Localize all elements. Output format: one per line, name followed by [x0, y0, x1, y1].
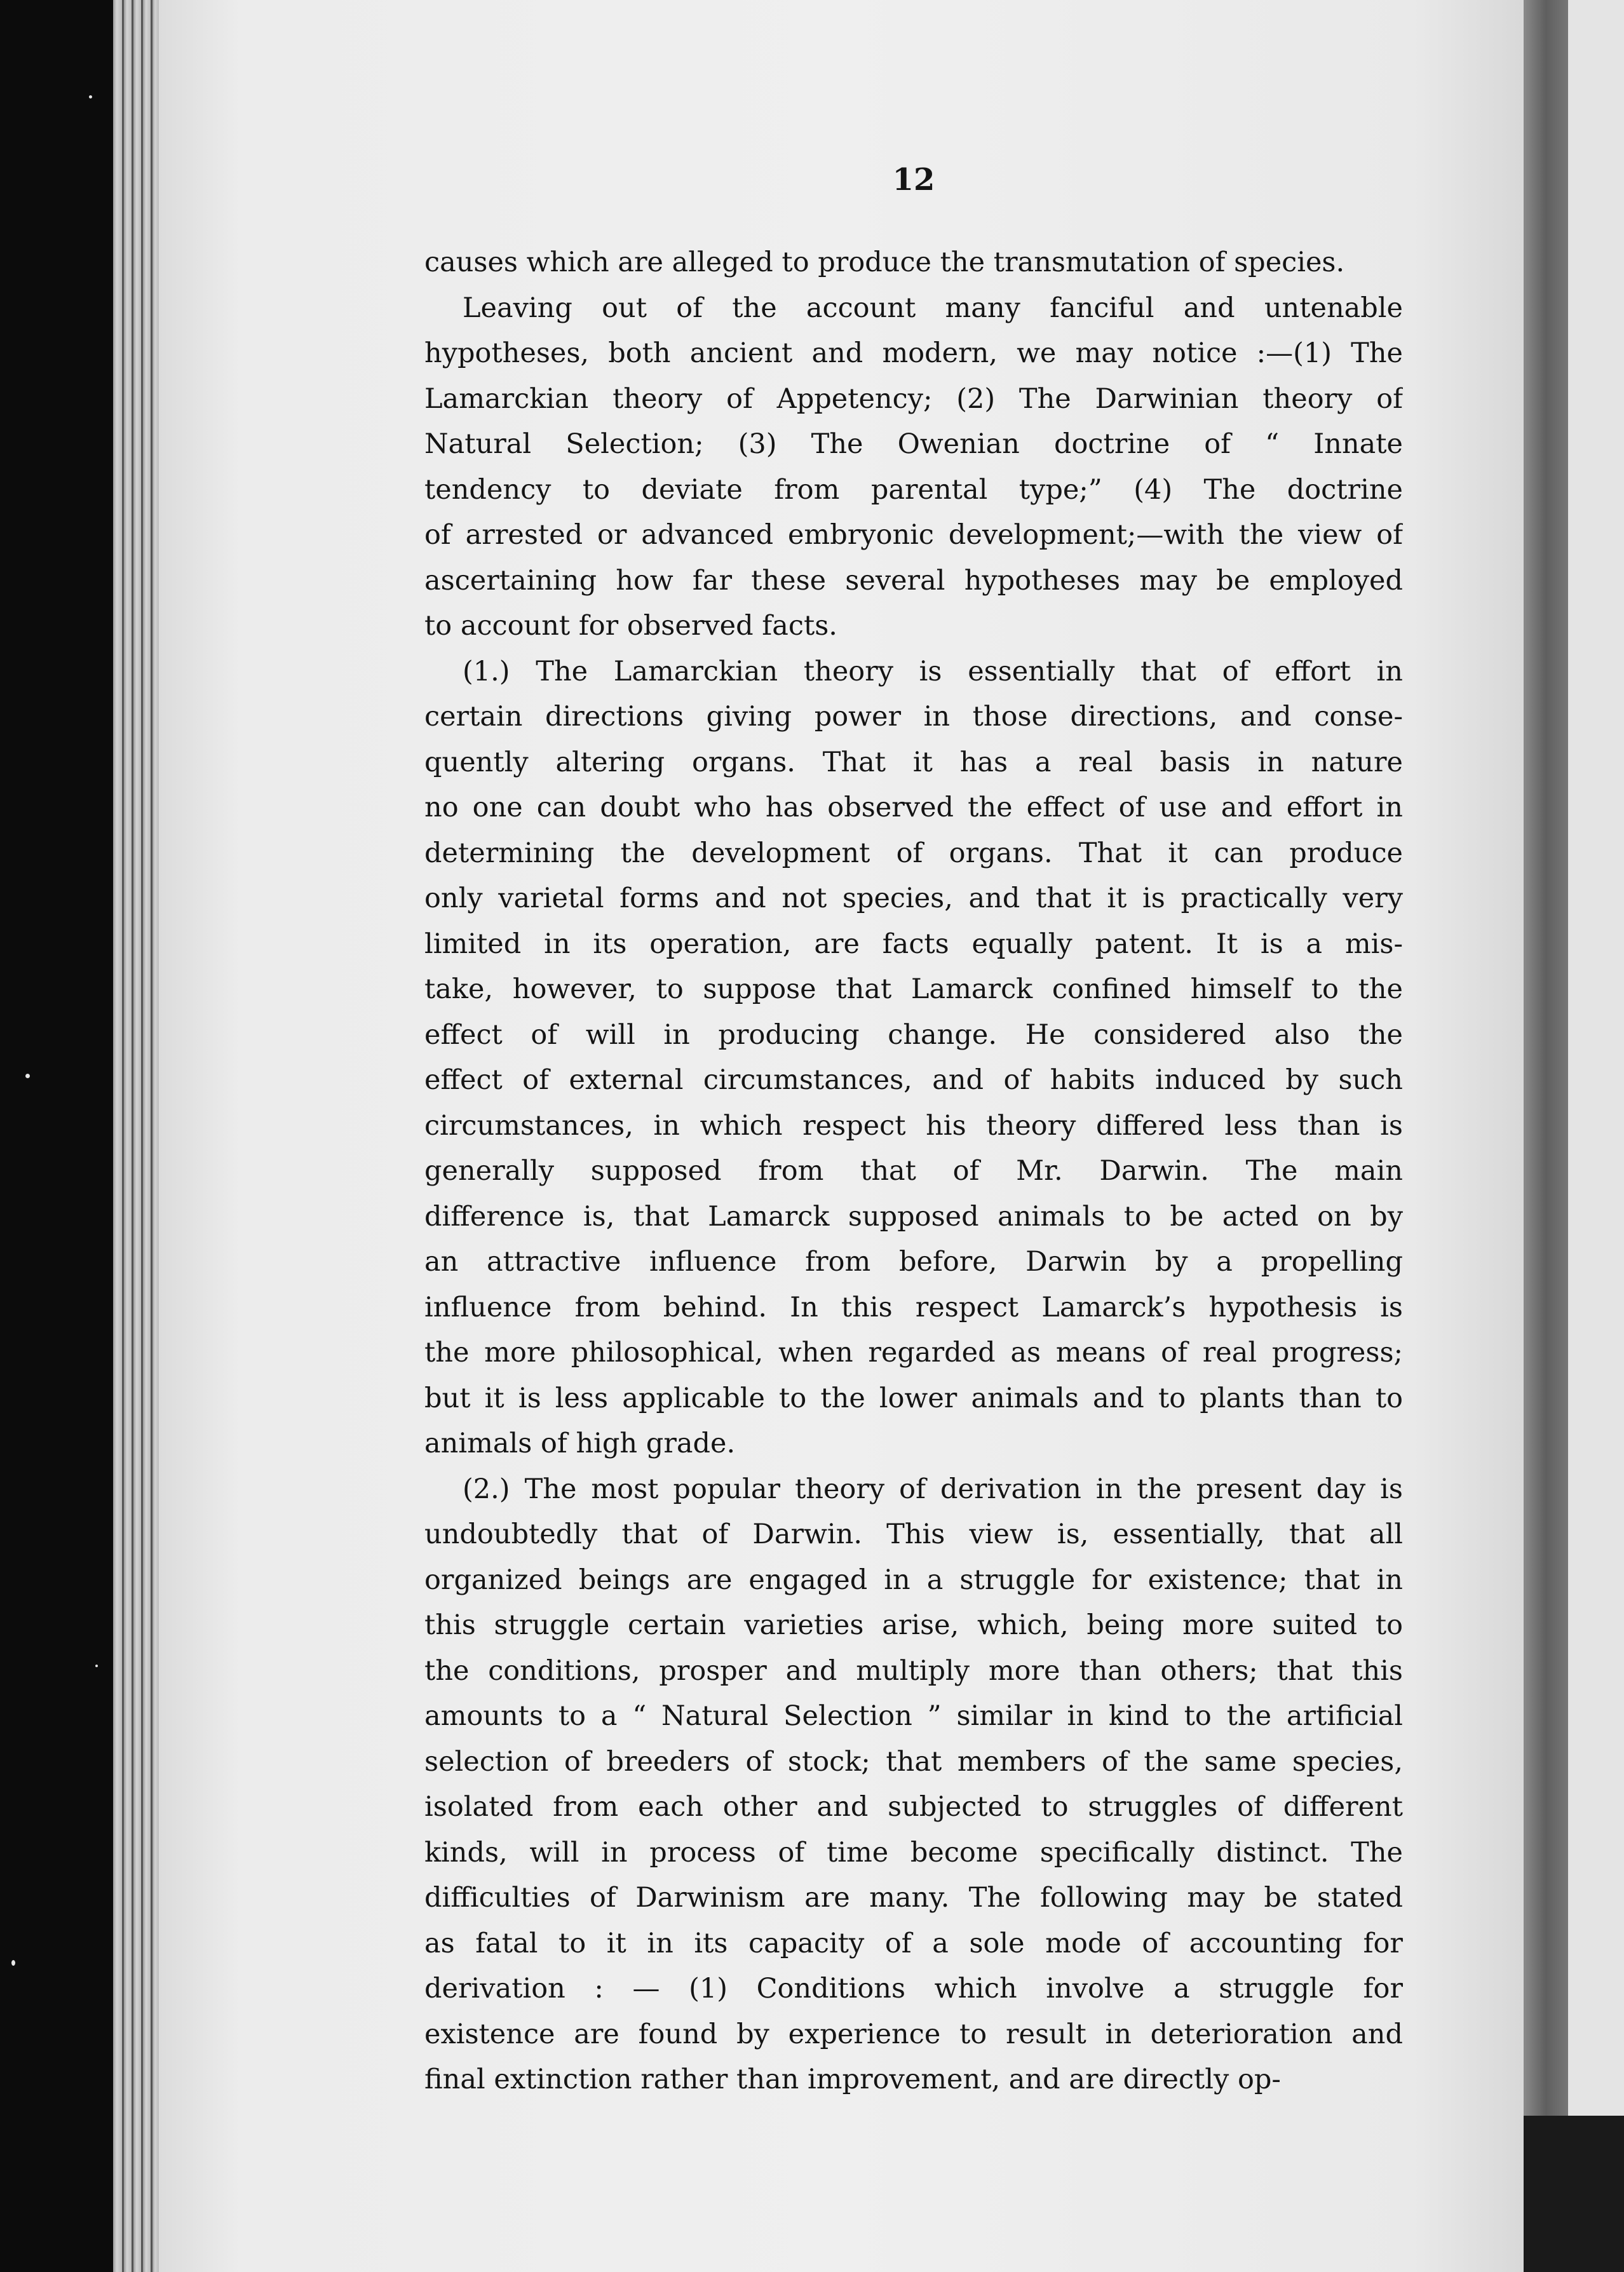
text-line: to account for observed facts. — [424, 610, 837, 642]
page-number: 12 — [892, 162, 935, 198]
page-edge — [152, 0, 159, 2272]
text-line: existence are found by experience to result in deterioration and — [424, 2018, 1403, 2050]
text-line: the conditions, prosper and multiply more than others; that this — [424, 1654, 1403, 1687]
text-line: certain directions giving power in those directions, and conse- — [424, 701, 1403, 733]
text-line: kinds, will in process of time become specifically distinct. The — [424, 1836, 1403, 1869]
scan-corner-shadow — [1524, 2116, 1624, 2272]
body-text — [424, 240, 1403, 2103]
text-line: difficulties of Darwinism are many. The following may be stated — [424, 1882, 1403, 1914]
text-line: generally supposed from that of Mr. Darwin. The main — [424, 1155, 1403, 1187]
page-header — [424, 0, 1403, 254]
dust-speck — [25, 1074, 30, 1078]
text-line: take, however, to suppose that Lamarck confined himself to the — [424, 973, 1403, 1005]
left-dark-margin — [0, 0, 113, 2272]
text-line: selection of breeders of stock; that members of the same species, — [424, 1745, 1403, 1778]
page-edge — [124, 0, 132, 2272]
text-line: this struggle certain varieties arise, which, being more suited to — [424, 1609, 1403, 1641]
page-edge — [133, 0, 141, 2272]
facing-page-edge — [1568, 0, 1624, 2272]
text-line: of arrested or advanced embryonic development;—with the view of — [424, 519, 1403, 551]
text-line: tendency to deviate from parental type;” (4) The doctrine — [424, 473, 1403, 506]
text-line: derivation : — (1) Conditions which involve a struggle for — [424, 1973, 1403, 2005]
text-line: causes which are alleged to produce the transmutation of species. — [424, 247, 1345, 278]
page-edge — [113, 0, 122, 2272]
paragraph — [424, 286, 1403, 649]
text-line: Natural Selection; (3) The Owenian doctrine of “ Innate — [424, 428, 1403, 460]
text-line: only varietal forms and not species, and that it is practically very — [424, 882, 1403, 914]
text-line: effect of external circumstances, and of habits induced by such — [424, 1064, 1403, 1096]
text-line: final extinction rather than improvement, and are directly op- — [424, 2064, 1281, 2095]
paragraph — [424, 649, 1403, 1467]
text-line: influence from behind. In this respect Lamarck’s hypothesis is — [424, 1291, 1403, 1323]
text-line: (1.) The Lamarckian theory is essentially that of effort in — [463, 655, 1403, 687]
dust-speck — [11, 1960, 15, 1966]
text-line: Leaving out of the account many fanciful and untenable — [463, 292, 1403, 324]
dust-speck — [95, 1665, 98, 1667]
text-line: limited in its operation, are facts equally patent. It is a mis- — [424, 928, 1403, 960]
text-line: no one can doubt who has observed the effect of use and effort in — [424, 792, 1403, 823]
text-line: as fatal to it in its capacity of a sole mode of accounting for — [424, 1927, 1403, 1959]
text-line: hypotheses, both ancient and modern, we may notice :—(1) The — [424, 337, 1403, 369]
text-line: determining the development of organs. That it can produce — [424, 837, 1403, 869]
dust-speck — [89, 95, 92, 98]
paragraph — [424, 1467, 1403, 2103]
page-edge — [143, 0, 151, 2272]
text-line: (2.) The most popular theory of derivation in the present day is — [463, 1473, 1403, 1505]
text-line: animals of high grade. — [424, 1428, 736, 1459]
text-line: Lamarckian theory of Appetency; (2) The Darwinian theory of — [424, 382, 1403, 415]
text-line: difference is, that Lamarck supposed animals to be acted on by — [424, 1200, 1403, 1233]
text-line: but it is less applicable to the lower animals and to plants than to — [424, 1382, 1403, 1414]
text-line: undoubtedly that of Darwin. This view is, essentially, that all — [424, 1518, 1403, 1550]
gutter-shadow — [1524, 0, 1568, 2272]
text-line: organized beings are engaged in a struggle for existence; that in — [424, 1564, 1403, 1596]
text-line: isolated from each other and subjected to struggles of different — [424, 1791, 1403, 1823]
text-line: an attractive influence from before, Darwin by a propelling — [424, 1246, 1403, 1278]
text-line: quently altering organs. That it has a real basis in nature — [424, 746, 1403, 778]
text-line: circumstances, in which respect his theory differed less than is — [424, 1109, 1403, 1142]
text-line: effect of will in producing change. He considered also the — [424, 1018, 1403, 1051]
text-line: amounts to a “ Natural Selection ” similar in kind to the artificial — [424, 1700, 1403, 1732]
text-line: ascertaining how far these several hypotheses may be employed — [424, 564, 1403, 597]
text-line: the more philosophical, when regarded as means of real progress; — [424, 1337, 1403, 1369]
paragraph — [424, 240, 1403, 286]
